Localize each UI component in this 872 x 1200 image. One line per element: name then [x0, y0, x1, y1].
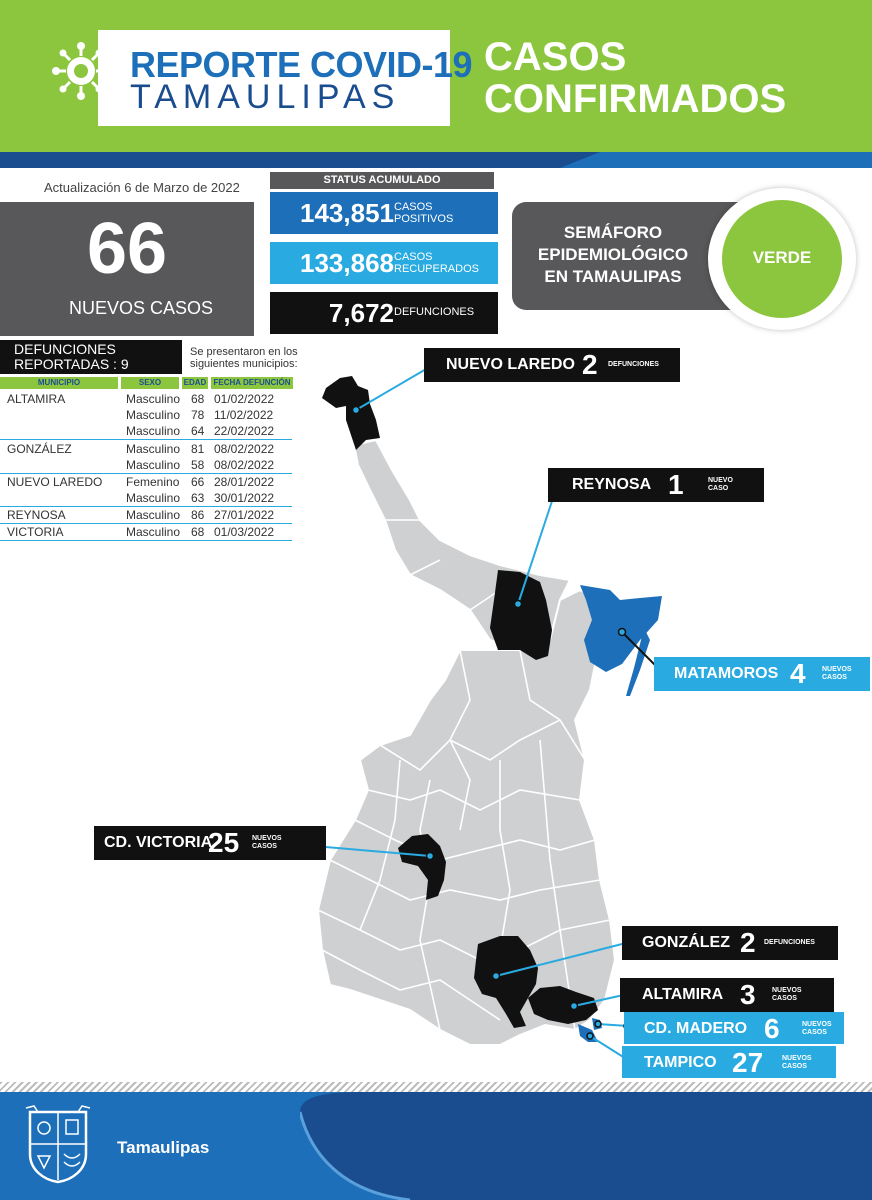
table-cell-edad: 66 — [191, 475, 205, 489]
col-header-municipio: MUNICIPIO — [0, 377, 118, 389]
table-cell-fecha: 22/02/2022 — [214, 424, 275, 438]
table-cell-municipio: GONZÁLEZ — [7, 442, 72, 456]
semaforo-value: VERDE — [752, 248, 812, 267]
callout-label — [782, 1055, 812, 1071]
table-cell-fecha: 01/03/2022 — [214, 525, 275, 539]
callout-name: ALTAMIRA — [642, 986, 724, 1003]
callout-number: 3 — [740, 979, 756, 1010]
table-cell-sexo: Masculino — [126, 458, 181, 472]
positivos-label — [394, 201, 453, 225]
status-recuperados — [270, 242, 498, 284]
table-cell-fecha: 01/02/2022 — [214, 392, 275, 406]
callout-label-2: CASOS — [822, 674, 847, 681]
callout-label — [708, 477, 733, 493]
table-cell-sexo: Masculino — [126, 491, 181, 505]
callout-label-1: NUEVOS — [772, 987, 802, 994]
footer-swoosh — [300, 1092, 872, 1200]
callout-label: DEFUNCIONES — [764, 939, 815, 946]
callout-madero — [624, 1012, 844, 1044]
table-cell-fecha: 08/02/2022 — [214, 458, 275, 472]
table-cell-edad: 81 — [191, 442, 205, 456]
callout-label-1: NUEVOS — [802, 1021, 832, 1028]
callout-label — [802, 1021, 832, 1037]
table-cell-fecha: 08/02/2022 — [214, 442, 275, 456]
footer-stripe — [0, 1082, 872, 1092]
row-divider — [0, 540, 292, 541]
table-cell-edad: 86 — [191, 508, 205, 522]
callout-label-2: CASOS — [252, 843, 277, 850]
callout-altamira — [620, 978, 834, 1012]
callout-matamoros — [654, 657, 870, 691]
map-region-madero — [592, 1018, 602, 1030]
callout-label-2: CASO — [708, 485, 729, 492]
table-cell-municipio: VICTORIA — [7, 525, 64, 539]
table-cell-edad: 68 — [191, 392, 205, 406]
callout-gonzalez — [622, 926, 838, 960]
table-cell-sexo: Masculino — [126, 424, 181, 438]
deaths-title-line1: DEFUNCIONES — [14, 341, 116, 357]
status-header: STATUS ACUMULADO — [270, 172, 494, 189]
semaforo-title — [526, 222, 700, 288]
callout-name: NUEVO LAREDO — [446, 356, 575, 373]
semaforo-line2: EPIDEMIOLÓGICO — [537, 245, 689, 264]
callout-name: TAMPICO — [644, 1054, 717, 1071]
callout-label-1: NUEVO — [708, 477, 733, 484]
callout-label-2: CASOS — [802, 1029, 827, 1036]
callout-number: 1 — [668, 469, 684, 500]
callout-number: 25 — [208, 827, 240, 858]
callout-label — [772, 987, 802, 1003]
recuperados-value: 133,868 — [300, 248, 394, 278]
table-cell-fecha: 11/02/2022 — [214, 408, 274, 422]
table-cell-municipio: REYNOSA — [7, 508, 66, 522]
col-header-edad: EDAD — [183, 378, 207, 387]
table-cell-sexo: Masculino — [126, 442, 181, 456]
report-subtitle: TAMAULIPAS — [130, 78, 401, 116]
callout-number: 2 — [582, 349, 598, 380]
callout-label-2: CASOS — [772, 995, 797, 1002]
section-title-line1: CASOS — [484, 35, 627, 79]
table-cell-edad: 64 — [191, 424, 205, 438]
positivos-label-1: CASOS — [394, 201, 433, 213]
table-cell-municipio: NUEVO LAREDO — [7, 475, 103, 489]
positivos-label-2: POSITIVOS — [394, 213, 454, 225]
row-divider — [0, 439, 292, 440]
section-title — [484, 36, 786, 120]
semaforo-line3: EN TAMAULIPAS — [544, 267, 682, 286]
table-cell-sexo: Masculino — [126, 408, 181, 422]
callout-victoria — [94, 826, 326, 860]
callout-name: REYNOSA — [572, 476, 652, 493]
map-region-nuevo-laredo — [322, 376, 380, 450]
table-cell-fecha: 28/01/2022 — [214, 475, 275, 489]
table-cell-sexo: Femenino — [126, 475, 180, 489]
deaths-note-line1: Se presentaron en los — [190, 346, 298, 358]
callout-nuevo-laredo — [424, 348, 680, 382]
table-cell-fecha: 30/01/2022 — [214, 491, 275, 505]
callout-label — [252, 835, 282, 851]
table-cell-edad: 63 — [191, 491, 205, 505]
callout-label-1: NUEVOS — [782, 1055, 812, 1062]
recuperados-label — [394, 251, 479, 275]
table-cell-edad: 78 — [191, 408, 205, 422]
recuperados-label-2: RECUPERADOS — [394, 263, 479, 275]
callout-label-1: NUEVOS — [822, 666, 852, 673]
table-cell-sexo: Masculino — [126, 508, 181, 522]
header-stripe — [0, 152, 872, 168]
deaths-title — [14, 342, 129, 372]
deaths-title-line2: REPORTADAS : 9 — [14, 356, 129, 372]
callout-label-2: CASOS — [782, 1063, 807, 1070]
callout-number: 27 — [732, 1047, 764, 1078]
callout-name: GONZÁLEZ — [642, 934, 730, 951]
table-cell-sexo: Masculino — [126, 392, 181, 406]
callout-name: CD. MADERO — [644, 1020, 748, 1037]
update-date: Actualización 6 de Marzo de 2022 — [44, 180, 240, 195]
defunciones-value: 7,672 — [328, 298, 394, 328]
table-cell-fecha: 27/01/2022 — [214, 508, 275, 522]
callout-number: 6 — [764, 1013, 780, 1044]
positivos-value: 143,851 — [300, 198, 394, 228]
callout-number: 4 — [790, 658, 806, 689]
coat-of-arms-icon — [24, 1104, 92, 1184]
status-defunciones — [270, 292, 498, 334]
callout-name: MATAMOROS — [674, 665, 779, 682]
callout-reynosa — [548, 468, 764, 502]
footer-brand: Tamaulipas — [117, 1138, 210, 1157]
table-cell-sexo: Masculino — [126, 525, 181, 539]
deaths-note — [190, 346, 298, 370]
report-title: REPORTE COVID-19 — [130, 44, 473, 85]
new-cases-label: NUEVOS CASOS — [68, 298, 214, 318]
callout-name: CD. VICTORIA — [104, 834, 213, 851]
defunciones-label: DEFUNCIONES — [394, 306, 475, 318]
recuperados-label-1: CASOS — [394, 251, 433, 263]
callout-tampico — [622, 1046, 836, 1078]
semaforo-line1: SEMÁFORO — [563, 223, 663, 242]
new-cases-value: 66 — [86, 209, 168, 289]
status-positivos — [270, 192, 498, 234]
col-header-fecha: FECHA DEFUNCIÓN — [211, 377, 293, 389]
section-title-line2: CONFIRMADOS — [484, 77, 787, 121]
table-cell-edad: 58 — [191, 458, 205, 472]
table-cell-municipio: ALTAMIRA — [7, 392, 66, 406]
callout-label-1: NUEVOS — [252, 835, 282, 842]
table-cell-edad: 68 — [191, 525, 205, 539]
callout-label: DEFUNCIONES — [608, 361, 659, 368]
callout-number: 2 — [740, 927, 756, 958]
deaths-note-line2: siguientes municipios: — [190, 358, 298, 370]
map-region-matamoros — [580, 585, 662, 672]
col-header-sexo: SEXO — [121, 377, 179, 389]
tamaulipas-map — [300, 350, 680, 1070]
callout-label — [822, 666, 852, 682]
